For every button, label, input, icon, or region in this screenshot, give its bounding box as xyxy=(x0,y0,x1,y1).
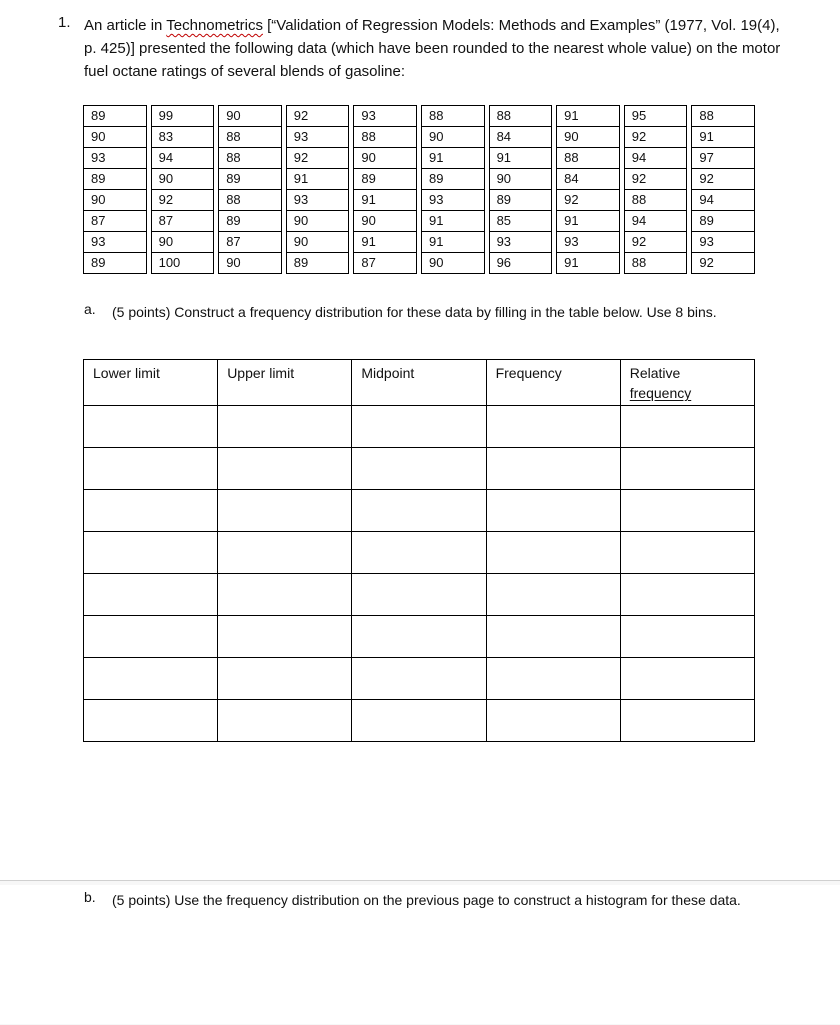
data-cell: 97 xyxy=(692,148,755,169)
data-cell: 89 xyxy=(286,253,349,274)
freq-blank-cell[interactable] xyxy=(486,658,620,700)
freq-blank-cell[interactable] xyxy=(620,700,754,742)
freq-header-row xyxy=(84,360,755,406)
data-cell: 89 xyxy=(219,169,282,190)
header-lower-limit: Lower limit xyxy=(84,360,218,406)
data-cell: 89 xyxy=(489,190,552,211)
data-cell: 91 xyxy=(354,190,417,211)
header-midpoint: Midpoint xyxy=(352,360,486,406)
data-cell: 83 xyxy=(151,127,214,148)
data-cell: 92 xyxy=(286,106,349,127)
freq-blank-cell[interactable] xyxy=(486,406,620,448)
data-cell: 91 xyxy=(286,169,349,190)
data-cell: 96 xyxy=(489,253,552,274)
data-cell: 90 xyxy=(286,232,349,253)
data-row xyxy=(84,127,755,148)
data-cell: 92 xyxy=(151,190,214,211)
data-cell: 91 xyxy=(421,211,484,232)
freq-blank-cell[interactable] xyxy=(218,490,352,532)
freq-blank-cell[interactable] xyxy=(218,616,352,658)
data-cell: 92 xyxy=(692,169,755,190)
freq-blank-row xyxy=(84,700,755,742)
data-row xyxy=(84,232,755,253)
freq-blank-cell[interactable] xyxy=(486,700,620,742)
freq-blank-cell[interactable] xyxy=(84,532,218,574)
data-cell: 92 xyxy=(624,127,687,148)
data-cell: 91 xyxy=(421,232,484,253)
freq-blank-cell[interactable] xyxy=(352,658,486,700)
freq-blank-row xyxy=(84,616,755,658)
data-cell: 90 xyxy=(286,211,349,232)
data-cell: 89 xyxy=(84,253,147,274)
part-b-text: (5 points) Use the frequency distribution on the previous page to construct a histogram for these data. xyxy=(112,892,741,908)
question-intro xyxy=(84,14,784,83)
data-cell: 93 xyxy=(557,232,620,253)
data-cell: 90 xyxy=(219,106,282,127)
data-cell: 93 xyxy=(354,106,417,127)
data-cell: 90 xyxy=(557,127,620,148)
freq-blank-cell[interactable] xyxy=(352,448,486,490)
data-cell: 91 xyxy=(557,106,620,127)
part-a-text: (5 points) Construct a frequency distribution for these data by filling in the table below. Use 8 bins. xyxy=(112,304,717,320)
freq-blank-row xyxy=(84,658,755,700)
data-cell: 99 xyxy=(151,106,214,127)
data-cell: 88 xyxy=(421,106,484,127)
intro-after: [“Validation of Regression Models: Methods and Examples” (1977, Vol. 19(4), p. 425)] presented the following data (which have been rounded to the nearest whole value) on the motor fuel octane ratings of several blends of gasoline: xyxy=(84,17,781,80)
data-cell: 94 xyxy=(151,148,214,169)
freq-blank-cell[interactable] xyxy=(620,658,754,700)
data-cell: 92 xyxy=(286,148,349,169)
data-cell: 92 xyxy=(624,232,687,253)
data-cell: 88 xyxy=(489,106,552,127)
data-cell: 89 xyxy=(84,106,147,127)
freq-blank-cell[interactable] xyxy=(84,448,218,490)
data-cell: 91 xyxy=(557,211,620,232)
freq-blank-cell[interactable] xyxy=(84,574,218,616)
freq-blank-row xyxy=(84,406,755,448)
data-cell: 87 xyxy=(84,211,147,232)
data-cell: 91 xyxy=(354,232,417,253)
part-b-label: b. xyxy=(84,889,96,905)
data-cell: 90 xyxy=(354,148,417,169)
data-cell: 88 xyxy=(219,127,282,148)
freq-blank-cell[interactable] xyxy=(218,574,352,616)
data-cell: 88 xyxy=(557,148,620,169)
data-cell: 88 xyxy=(219,190,282,211)
freq-blank-cell[interactable] xyxy=(486,448,620,490)
data-cell: 89 xyxy=(84,169,147,190)
data-cell: 84 xyxy=(557,169,620,190)
data-cell: 85 xyxy=(489,211,552,232)
data-cell: 88 xyxy=(354,127,417,148)
freq-blank-row xyxy=(84,574,755,616)
data-cell: 91 xyxy=(421,148,484,169)
data-cell: 93 xyxy=(286,190,349,211)
data-row xyxy=(84,253,755,274)
data-cell: 90 xyxy=(354,211,417,232)
data-cell: 90 xyxy=(421,127,484,148)
data-cell: 95 xyxy=(624,106,687,127)
intro-before: An article in xyxy=(84,17,167,34)
freq-blank-cell[interactable] xyxy=(352,616,486,658)
data-cell: 91 xyxy=(489,148,552,169)
data-row xyxy=(84,148,755,169)
freq-blank-cell[interactable] xyxy=(620,406,754,448)
part-a-label: a. xyxy=(84,301,96,317)
data-cell: 90 xyxy=(84,127,147,148)
freq-blank-cell[interactable] xyxy=(84,616,218,658)
freq-blank-cell[interactable] xyxy=(352,406,486,448)
data-cell: 90 xyxy=(84,190,147,211)
data-cell: 89 xyxy=(421,169,484,190)
freq-blank-cell[interactable] xyxy=(620,574,754,616)
header-upper-limit: Upper limit xyxy=(218,360,352,406)
freq-blank-cell[interactable] xyxy=(218,700,352,742)
freq-blank-cell[interactable] xyxy=(486,574,620,616)
data-cell: 90 xyxy=(219,253,282,274)
data-cell: 89 xyxy=(354,169,417,190)
freq-blank-row xyxy=(84,448,755,490)
data-cell: 84 xyxy=(489,127,552,148)
data-cell: 90 xyxy=(151,232,214,253)
data-cell: 93 xyxy=(421,190,484,211)
data-cell: 88 xyxy=(624,253,687,274)
data-cell: 91 xyxy=(557,253,620,274)
freq-blank-cell[interactable] xyxy=(218,448,352,490)
freq-blank-cell[interactable] xyxy=(352,490,486,532)
data-cell: 88 xyxy=(624,190,687,211)
freq-blank-cell[interactable] xyxy=(352,700,486,742)
data-cell: 87 xyxy=(354,253,417,274)
data-row xyxy=(84,190,755,211)
data-cell: 93 xyxy=(84,148,147,169)
data-cell: 100 xyxy=(151,253,214,274)
data-cell: 92 xyxy=(692,253,755,274)
data-cell: 92 xyxy=(557,190,620,211)
freq-blank-cell[interactable] xyxy=(84,406,218,448)
freq-blank-cell[interactable] xyxy=(218,406,352,448)
data-row xyxy=(84,106,755,127)
freq-blank-cell[interactable] xyxy=(352,532,486,574)
data-cell: 91 xyxy=(692,127,755,148)
data-cell: 94 xyxy=(692,190,755,211)
header-relative-frequency xyxy=(620,360,754,406)
data-cell: 87 xyxy=(219,232,282,253)
freq-blank-cell[interactable] xyxy=(84,658,218,700)
data-cell: 92 xyxy=(624,169,687,190)
data-row xyxy=(84,169,755,190)
header-relative-line2: frequency xyxy=(629,385,692,401)
freq-blank-row xyxy=(84,490,755,532)
data-cell: 87 xyxy=(151,211,214,232)
data-cell: 90 xyxy=(489,169,552,190)
freq-blank-cell[interactable] xyxy=(84,490,218,532)
data-cell: 93 xyxy=(84,232,147,253)
data-row xyxy=(84,211,755,232)
freq-blank-cell[interactable] xyxy=(218,532,352,574)
header-frequency: Frequency xyxy=(486,360,620,406)
freq-blank-cell[interactable] xyxy=(84,700,218,742)
freq-blank-cell[interactable] xyxy=(486,616,620,658)
data-cell: 94 xyxy=(624,211,687,232)
freq-blank-cell[interactable] xyxy=(620,532,754,574)
header-relative-line1: Relative xyxy=(629,365,681,381)
journal-name: Technometrics xyxy=(166,17,263,34)
freq-blank-cell[interactable] xyxy=(486,490,620,532)
data-cell: 89 xyxy=(219,211,282,232)
freq-blank-row xyxy=(84,532,755,574)
data-cell: 93 xyxy=(692,232,755,253)
freq-blank-cell[interactable] xyxy=(352,574,486,616)
freq-blank-cell[interactable] xyxy=(218,658,352,700)
data-cell: 88 xyxy=(692,106,755,127)
data-cell: 93 xyxy=(286,127,349,148)
question-number: 1. xyxy=(58,14,71,31)
freq-blank-cell[interactable] xyxy=(620,616,754,658)
data-cell: 88 xyxy=(219,148,282,169)
freq-blank-cell[interactable] xyxy=(486,532,620,574)
freq-blank-cell[interactable] xyxy=(620,448,754,490)
octane-data-table xyxy=(83,105,755,274)
data-cell: 90 xyxy=(151,169,214,190)
data-cell: 93 xyxy=(489,232,552,253)
freq-blank-cell[interactable] xyxy=(620,490,754,532)
data-cell: 90 xyxy=(421,253,484,274)
frequency-distribution-table xyxy=(83,359,755,742)
data-cell: 89 xyxy=(692,211,755,232)
document-page-2 xyxy=(0,885,840,1024)
data-cell: 94 xyxy=(624,148,687,169)
